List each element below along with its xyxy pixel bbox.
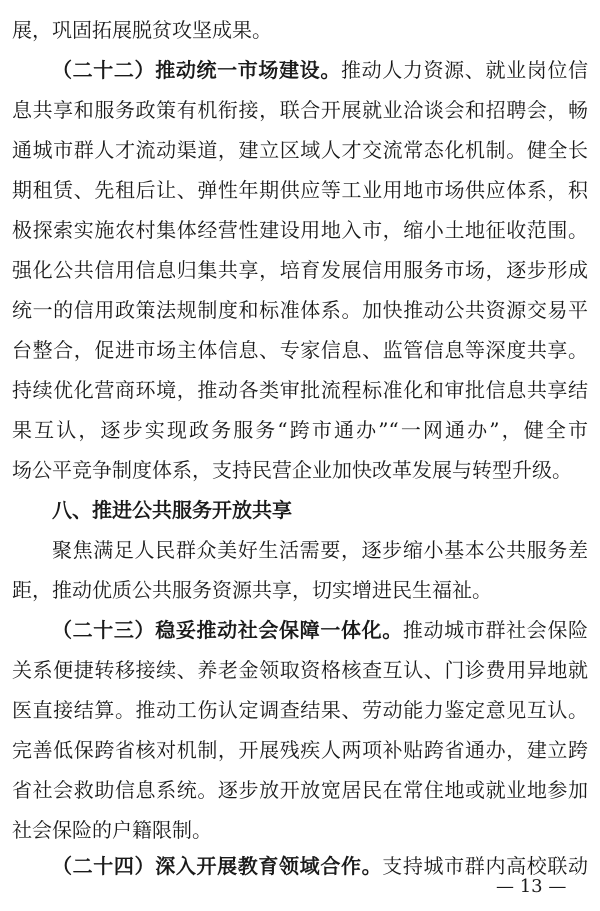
paragraph-line (12, 570, 588, 610)
paragraph-line (12, 170, 588, 210)
paragraph-line (12, 250, 588, 290)
paragraph-text: 统一的信用政策法规制度和标准体系。加快推动公共资源交易平 (12, 298, 588, 322)
paragraph-line (12, 690, 588, 730)
paragraph-lead: （二十四）深入开展教育领域合作。 (52, 854, 383, 878)
paragraph-line (12, 370, 588, 410)
paragraph-line (52, 530, 588, 570)
paragraph-line (12, 410, 588, 450)
paragraph-text: 聚焦满足人民群众美好生活需要，逐步缩小基本公共服务差 (52, 538, 588, 562)
paragraph-text: 台整合，促进市场主体信息、专家信息、监管信息等深度共享。 (12, 338, 588, 362)
paragraph-text: 社会保险的户籍限制。 (12, 818, 212, 842)
paragraph-line (12, 290, 588, 330)
paragraph-text: 省社会救助信息系统。逐步放开放宽居民在常住地或就业地参加 (12, 778, 588, 802)
paragraph-lead: （二十三）稳妥推动社会保障一体化。 (52, 618, 403, 642)
paragraph-text: 支持城市群内高校联动 (382, 854, 589, 878)
paragraph-text: 极探索实施农村集体经营性建设用地入市，缩小土地征收范围。 (12, 218, 588, 242)
paragraph-line (12, 130, 588, 170)
paragraph-text: 关系便捷转移接续、养老金领取资格核查互认、门诊费用异地就 (12, 658, 588, 682)
paragraph-line (12, 730, 588, 770)
page-number: — 13 — (496, 876, 567, 897)
paragraph-line (12, 210, 588, 250)
paragraph-line (12, 650, 588, 690)
paragraph-text: 果互认，逐步实现政务服务“跨市通办”“一网通办”，健全市 (12, 418, 588, 442)
paragraph-line (12, 810, 588, 850)
section-heading-text: 八、推进公共服务开放共享 (52, 498, 292, 522)
paragraph-text: 推动城市群社会保险 (402, 618, 589, 642)
section-heading (52, 490, 588, 530)
paragraph-line (12, 90, 588, 130)
paragraph-text: 强化公共信用信息归集共享，培育发展信用服务市场，逐步形成 (12, 258, 588, 282)
paragraph-text: 息共享和服务政策有机衔接，联合开展就业洽谈会和招聘会，畅 (12, 98, 588, 122)
paragraph-text: 推动人力资源、就业岗位信 (340, 58, 589, 82)
paragraph-line (12, 450, 588, 490)
paragraph-text: 通城市群人才流动渠道，建立区域人才交流常态化机制。健全长 (12, 138, 588, 162)
paragraph-line (52, 610, 588, 650)
paragraph-text: 期租赁、先租后让、弹性年期供应等工业用地市场供应体系，积 (12, 178, 588, 202)
paragraph-text: 距，推动优质公共服务资源共享，切实增进民生福祉。 (12, 578, 492, 602)
paragraph-text: 场公平竞争制度体系，支持民营企业加快改革发展与转型升级。 (12, 458, 572, 482)
paragraph-line (12, 770, 588, 810)
paragraph-text: 展，巩固拓展脱贫攻坚成果。 (12, 18, 272, 42)
paragraph-line (52, 50, 588, 90)
paragraph-text: 持续优化营商环境，推动各类审批流程标准化和审批信息共享结 (12, 378, 588, 402)
paragraph-text: 医直接结算。推动工伤认定调查结果、劳动能力鉴定意见互认。 (12, 698, 588, 722)
paragraph-line (12, 10, 588, 50)
paragraph-line (12, 330, 588, 370)
paragraph-text: 完善低保跨省核对机制，开展残疾人两项补贴跨省通办，建立跨 (12, 738, 588, 762)
paragraph-lead: （二十二）推动统一市场建设。 (52, 58, 341, 82)
